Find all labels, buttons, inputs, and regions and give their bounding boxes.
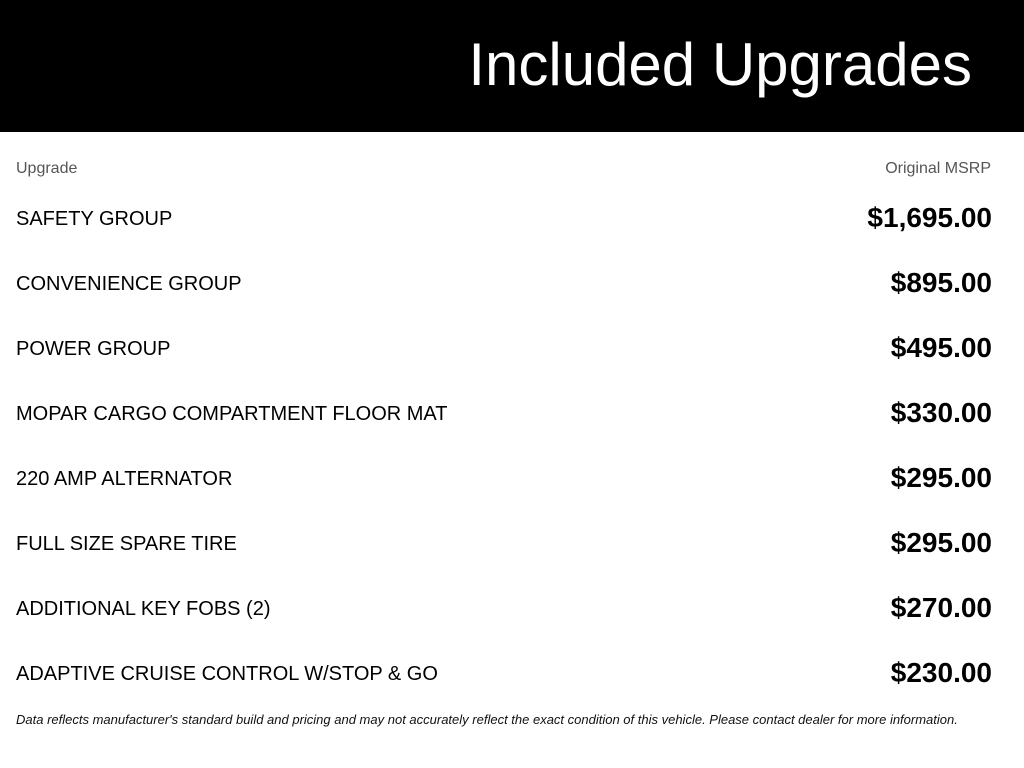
upgrade-row: [16, 185, 992, 250]
upgrade-row: [16, 380, 992, 445]
upgrade-row: [16, 250, 992, 315]
upgrade-row: [16, 445, 992, 510]
upgrade-row: [16, 640, 992, 705]
upgrade-name: FULL SIZE SPARE TIRE: [16, 533, 237, 555]
upgrade-row: [16, 510, 992, 575]
upgrade-price: $295.00: [890, 527, 992, 558]
upgrade-row: [16, 575, 992, 640]
disclaimer-text: Data reflects manufacturer's standard build and pricing and may not accurately reflect the exact condition of this vehicle. Please contact dealer for more information.: [16, 712, 958, 727]
upgrade-price: $1,695.00: [867, 202, 992, 233]
upgrade-row: [16, 315, 992, 380]
column-header-upgrade: Upgrade: [16, 160, 78, 177]
upgrade-name: ADAPTIVE CRUISE CONTROL W/STOP & GO: [16, 663, 438, 685]
page-header: [0, 0, 1024, 132]
page-title: Included Upgrades: [468, 31, 972, 98]
upgrade-price: $230.00: [890, 657, 992, 688]
upgrades-list: [16, 185, 992, 705]
upgrade-name: ADDITIONAL KEY FOBS (2): [16, 598, 271, 620]
upgrade-price: $895.00: [890, 267, 992, 298]
upgrade-price: $270.00: [890, 592, 992, 623]
upgrade-name: 220 AMP ALTERNATOR: [16, 468, 233, 490]
upgrade-price: $495.00: [890, 332, 992, 363]
upgrade-price: $330.00: [890, 397, 992, 428]
upgrade-name: MOPAR CARGO COMPARTMENT FLOOR MAT: [16, 403, 448, 425]
column-header-msrp: Original MSRP: [885, 160, 991, 177]
upgrade-name: SAFETY GROUP: [16, 208, 173, 230]
upgrade-name: POWER GROUP: [16, 338, 171, 360]
column-headers: [16, 160, 991, 180]
upgrade-price: $295.00: [890, 462, 992, 493]
upgrade-name: CONVENIENCE GROUP: [16, 273, 242, 295]
